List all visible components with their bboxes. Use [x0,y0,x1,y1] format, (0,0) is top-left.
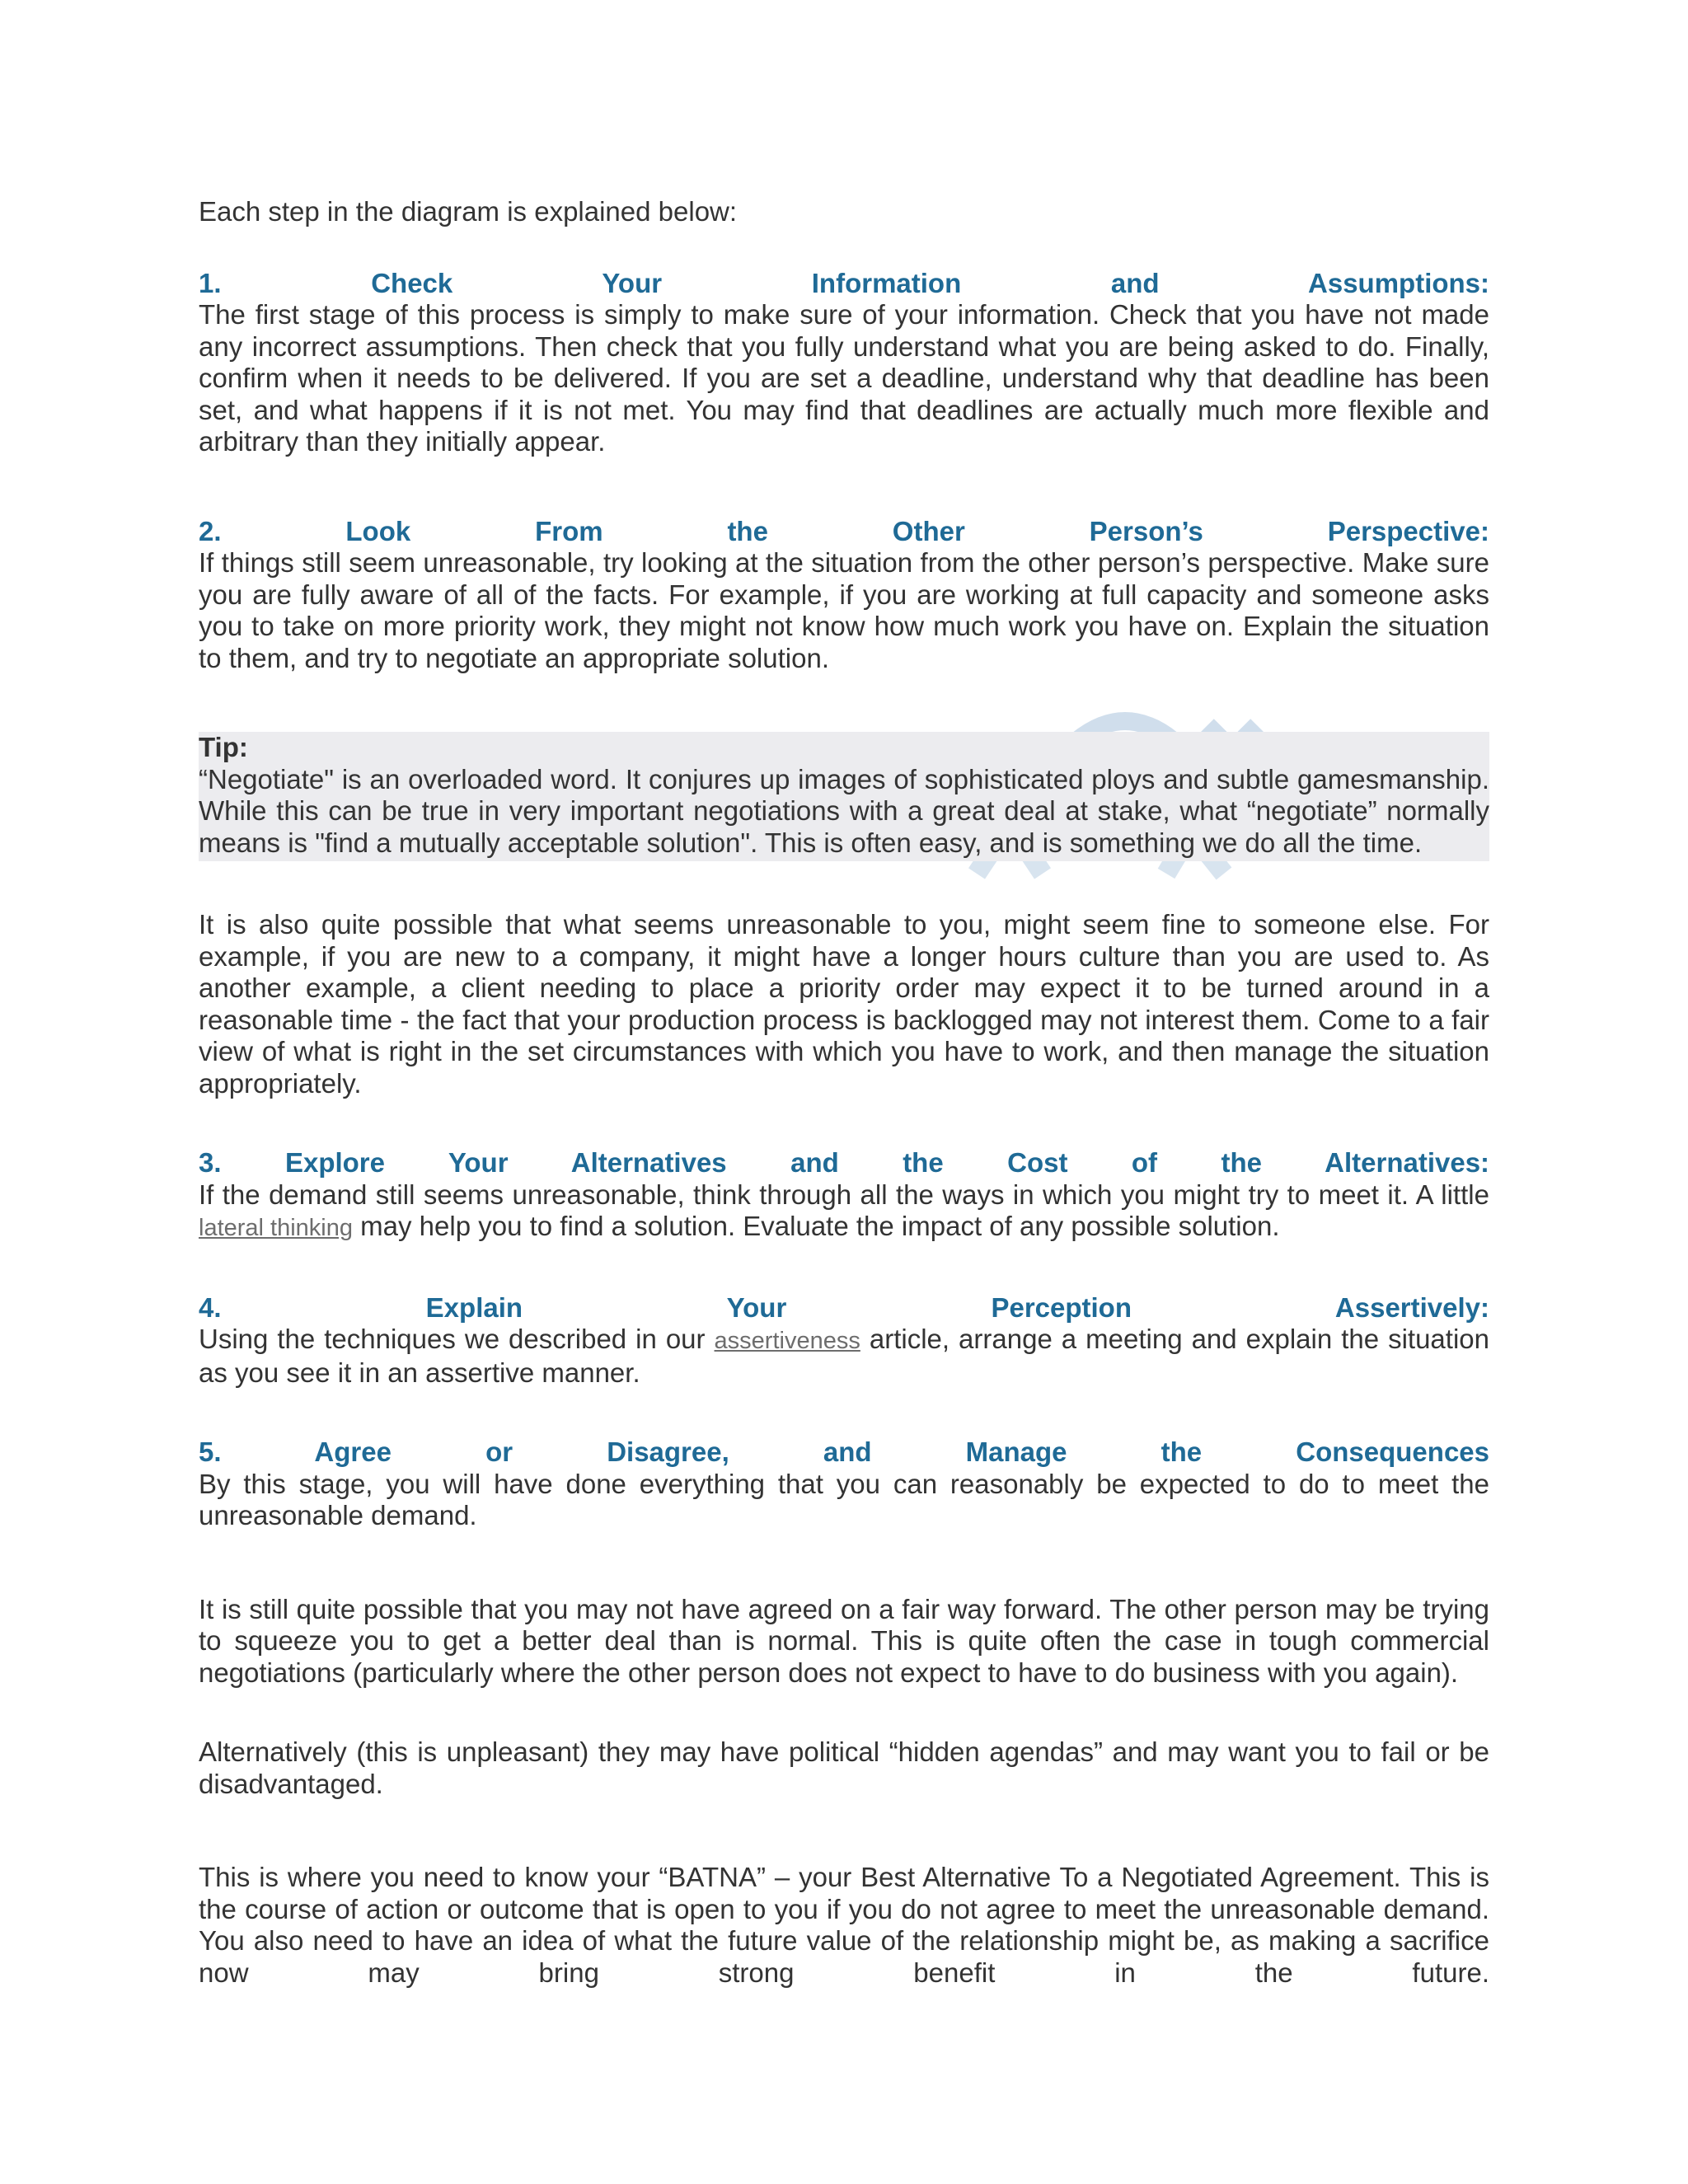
step-2 [199,516,1489,675]
step-1-heading: 1. Check Your Information and Assumptions: [199,267,1490,298]
step-5-heading: 5. Agree or Disagree, and Manage the Consequences [199,1436,1490,1467]
step-5 [199,1436,1489,1532]
step-1-body: The first stage of this process is simply to make sure of your information. Check that you have not made any incorrect assumptions. Then check that you fully understand what you are being asked to do. Finally, confirm when it needs to be delivered. If you are set a deadline, understand why that deadline has been set, and what happens if it is not met. You may find that deadlines are actually much more flexible and arbitrary than they initially appear. [199,299,1489,457]
closing-paragraph-3: This is where you need to know your “BATNA” – your Best Alternative To a Negotiated Agreement. This is the course of action or outcome that is open to you if you do not agree to meet the unreasonable demand. You also need to have an idea of what the future value of the relationship might be, as making a sacrifice now may bring strong benefit in the future. [199,1862,1489,1988]
step-1 [199,268,1489,458]
tip-body: “Negotiate" is an overloaded word. It conjures up images of sophisticated ploys and subtle gamesmanship. While this can be true in very important negotiations with a great deal at stake, what “negotiate” normally means is "find a mutually acceptable solution". This is often easy, and is something we do all the time. [199,763,1489,858]
step-4-heading: 4. Explain Your Perception Assertively: [199,1291,1490,1323]
step-3-body: If the demand still seems unreasonable, think through all the ways in which you might try to meet it. A little lateral thinking may help you to find a solution. Evaluate the impact of any possible solution. [199,1179,1489,1241]
lateral-thinking-link[interactable]: lateral thinking [199,1215,353,1241]
tip-title: Tip: [199,732,248,762]
step-5-body: By this stage, you will have done everything that you can reasonably be expected to do to meet the unreasonable demand. [199,1468,1489,1530]
after-tip-text: It is also quite possible that what seems unreasonable to you, might seem fine to someone else. For example, if you are new to a company, it might have a longer hours culture than you are used to. As another example, a client needing to place a priority order may expect it to be turned around in a reasonable time - the fact that your production process is backlogged may not interest them. Come to a fair view of what is right in the set circumstances with which you have to work, and then manage the situation appropriately. [199,909,1489,1099]
intro-text: Each step in the diagram is explained below: [199,196,738,227]
step-3 [199,1147,1489,1244]
tip-box [199,732,1489,861]
assertiveness-link[interactable]: assertiveness [714,1328,860,1354]
document-page [199,196,1489,1989]
step-3-heading: 3. Explore Your Alternatives and the Cost of the Alternatives: [199,1147,1490,1178]
step-2-body: If things still seem unreasonable, try looking at the situation from the other person’s perspective. Make sure you are fully aware of all of the facts. For example, if you are working at full capacity and someone asks you to take on more priority work, they might not know how much work you have on. Explain the situation to them, and try to negotiate an appropriate solution. [199,547,1489,673]
closing-paragraph-1: It is still quite possible that you may not have agreed on a fair way forward. The other person may be trying to squeeze you to get a better deal than is normal. This is quite often the case in tough commercial negotiations (particularly where the other person does not expect to have to do business with you again). [199,1593,1489,1688]
closing-paragraph-2: Alternatively (this is unpleasant) they may have political “hidden agendas” and may want you to fail or be disadvantaged. [199,1736,1489,1799]
step-4 [199,1292,1489,1390]
step-2-heading: 2. Look From the Other Person’s Perspective: [199,515,1489,546]
step-4-body: Using the techniques we described in our assertiveness article, arrange a meeting and explain the situation as you see it in an assertive manner. [199,1324,1489,1388]
